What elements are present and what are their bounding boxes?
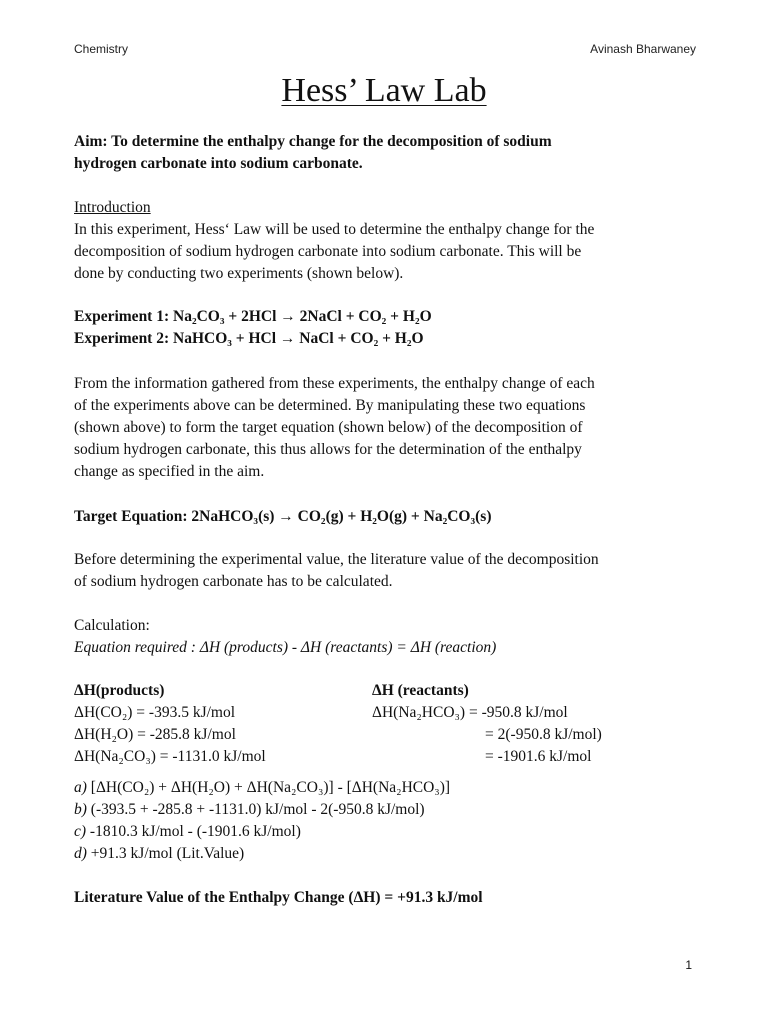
equation-required: Equation required : ΔH (products) - ΔH (reactants) = ΔH (reaction)	[74, 639, 497, 656]
reactant-enthalpy: ΔH(Na₂HCO₃) = -950.8 kJ/mol	[372, 704, 568, 721]
reactant-enthalpy: = -1901.6 kJ/mol	[485, 748, 592, 765]
paragraph-line: Before determining the experimental value, the literature value of the decomposition	[74, 551, 599, 568]
paragraph-line: sodium hydrogen carbonate, this thus allows for the determination of the enthalpy	[74, 441, 582, 458]
paragraph-line: (shown above) to form the target equation (shown below) of the decomposition of	[74, 419, 583, 436]
literature-value: Literature Value of the Enthalpy Change (ΔH) = +91.3 kJ/mol	[74, 889, 483, 906]
calculation-label: Calculation:	[74, 617, 150, 634]
step-label: c)	[74, 823, 87, 840]
product-enthalpy: ΔH(CO₂) = -393.5 kJ/mol	[74, 704, 236, 721]
aim-line-1: Aim: To determine the enthalpy change for the decomposition of sodium	[74, 133, 552, 150]
aim-line-2: hydrogen carbonate into sodium carbonate.	[74, 155, 363, 172]
step-label: d)	[74, 845, 87, 862]
reactant-enthalpy: = 2(-950.8 kJ/mol)	[485, 726, 602, 743]
step-text: [ΔH(CO₂) + ΔH(H₂O) + ΔH(Na₂CO₃)] - [ΔH(Na₂HCO₃)]	[90, 779, 451, 796]
header-left: Chemistry	[74, 42, 129, 56]
calculation-step	[74, 844, 244, 864]
paragraph-line: From the information gathered from these experiments, the enthalpy change of each	[74, 375, 595, 392]
reactants-heading: ΔH (reactants)	[372, 682, 469, 699]
step-label: a)	[74, 779, 87, 796]
step-text: (-393.5 + -285.8 + -1131.0) kJ/mol - 2(-950.8 kJ/mol)	[90, 801, 425, 818]
target-equation: Target Equation: 2NaHCO₃(s) → CO₂(g) + H₂O(g) + Na₂CO₃(s)	[74, 508, 492, 525]
page-number: 1	[685, 958, 692, 972]
step-text: +91.3 kJ/mol (Lit.Value)	[90, 845, 245, 862]
introduction-line: In this experiment, Hess‘ Law will be used to determine the enthalpy change for the	[74, 221, 595, 238]
step-text: -1810.3 kJ/mol - (-1901.6 kJ/mol)	[89, 823, 301, 840]
calculation-step	[74, 778, 450, 798]
calculation-step	[74, 822, 301, 842]
introduction-heading: Introduction	[74, 199, 151, 216]
header-right: Avinash Bharwaney	[590, 42, 696, 56]
step-label: b)	[74, 801, 87, 818]
experiment-1-equation: Experiment 1: Na₂CO₃ + 2HCl → 2NaCl + CO₂ + H₂O	[74, 308, 432, 325]
paragraph-line: of the experiments above can be determined. By manipulating these two equations	[74, 397, 586, 414]
product-enthalpy: ΔH(Na₂CO₃) = -1131.0 kJ/mol	[74, 748, 266, 765]
calculation-step	[74, 800, 425, 820]
paragraph-line: change as specified in the aim.	[74, 463, 265, 480]
introduction-line: done by conducting two experiments (shown below).	[74, 265, 404, 282]
page-title: Hess’ Law Lab	[281, 72, 487, 109]
products-heading: ΔH(products)	[74, 682, 165, 699]
paragraph-line: of sodium hydrogen carbonate has to be calculated.	[74, 573, 393, 590]
product-enthalpy: ΔH(H₂O) = -285.8 kJ/mol	[74, 726, 236, 743]
introduction-line: decomposition of sodium hydrogen carbonate into sodium carbonate. This will be	[74, 243, 582, 260]
experiment-2-equation: Experiment 2: NaHCO₃ + HCl → NaCl + CO₂ + H₂O	[74, 330, 424, 347]
